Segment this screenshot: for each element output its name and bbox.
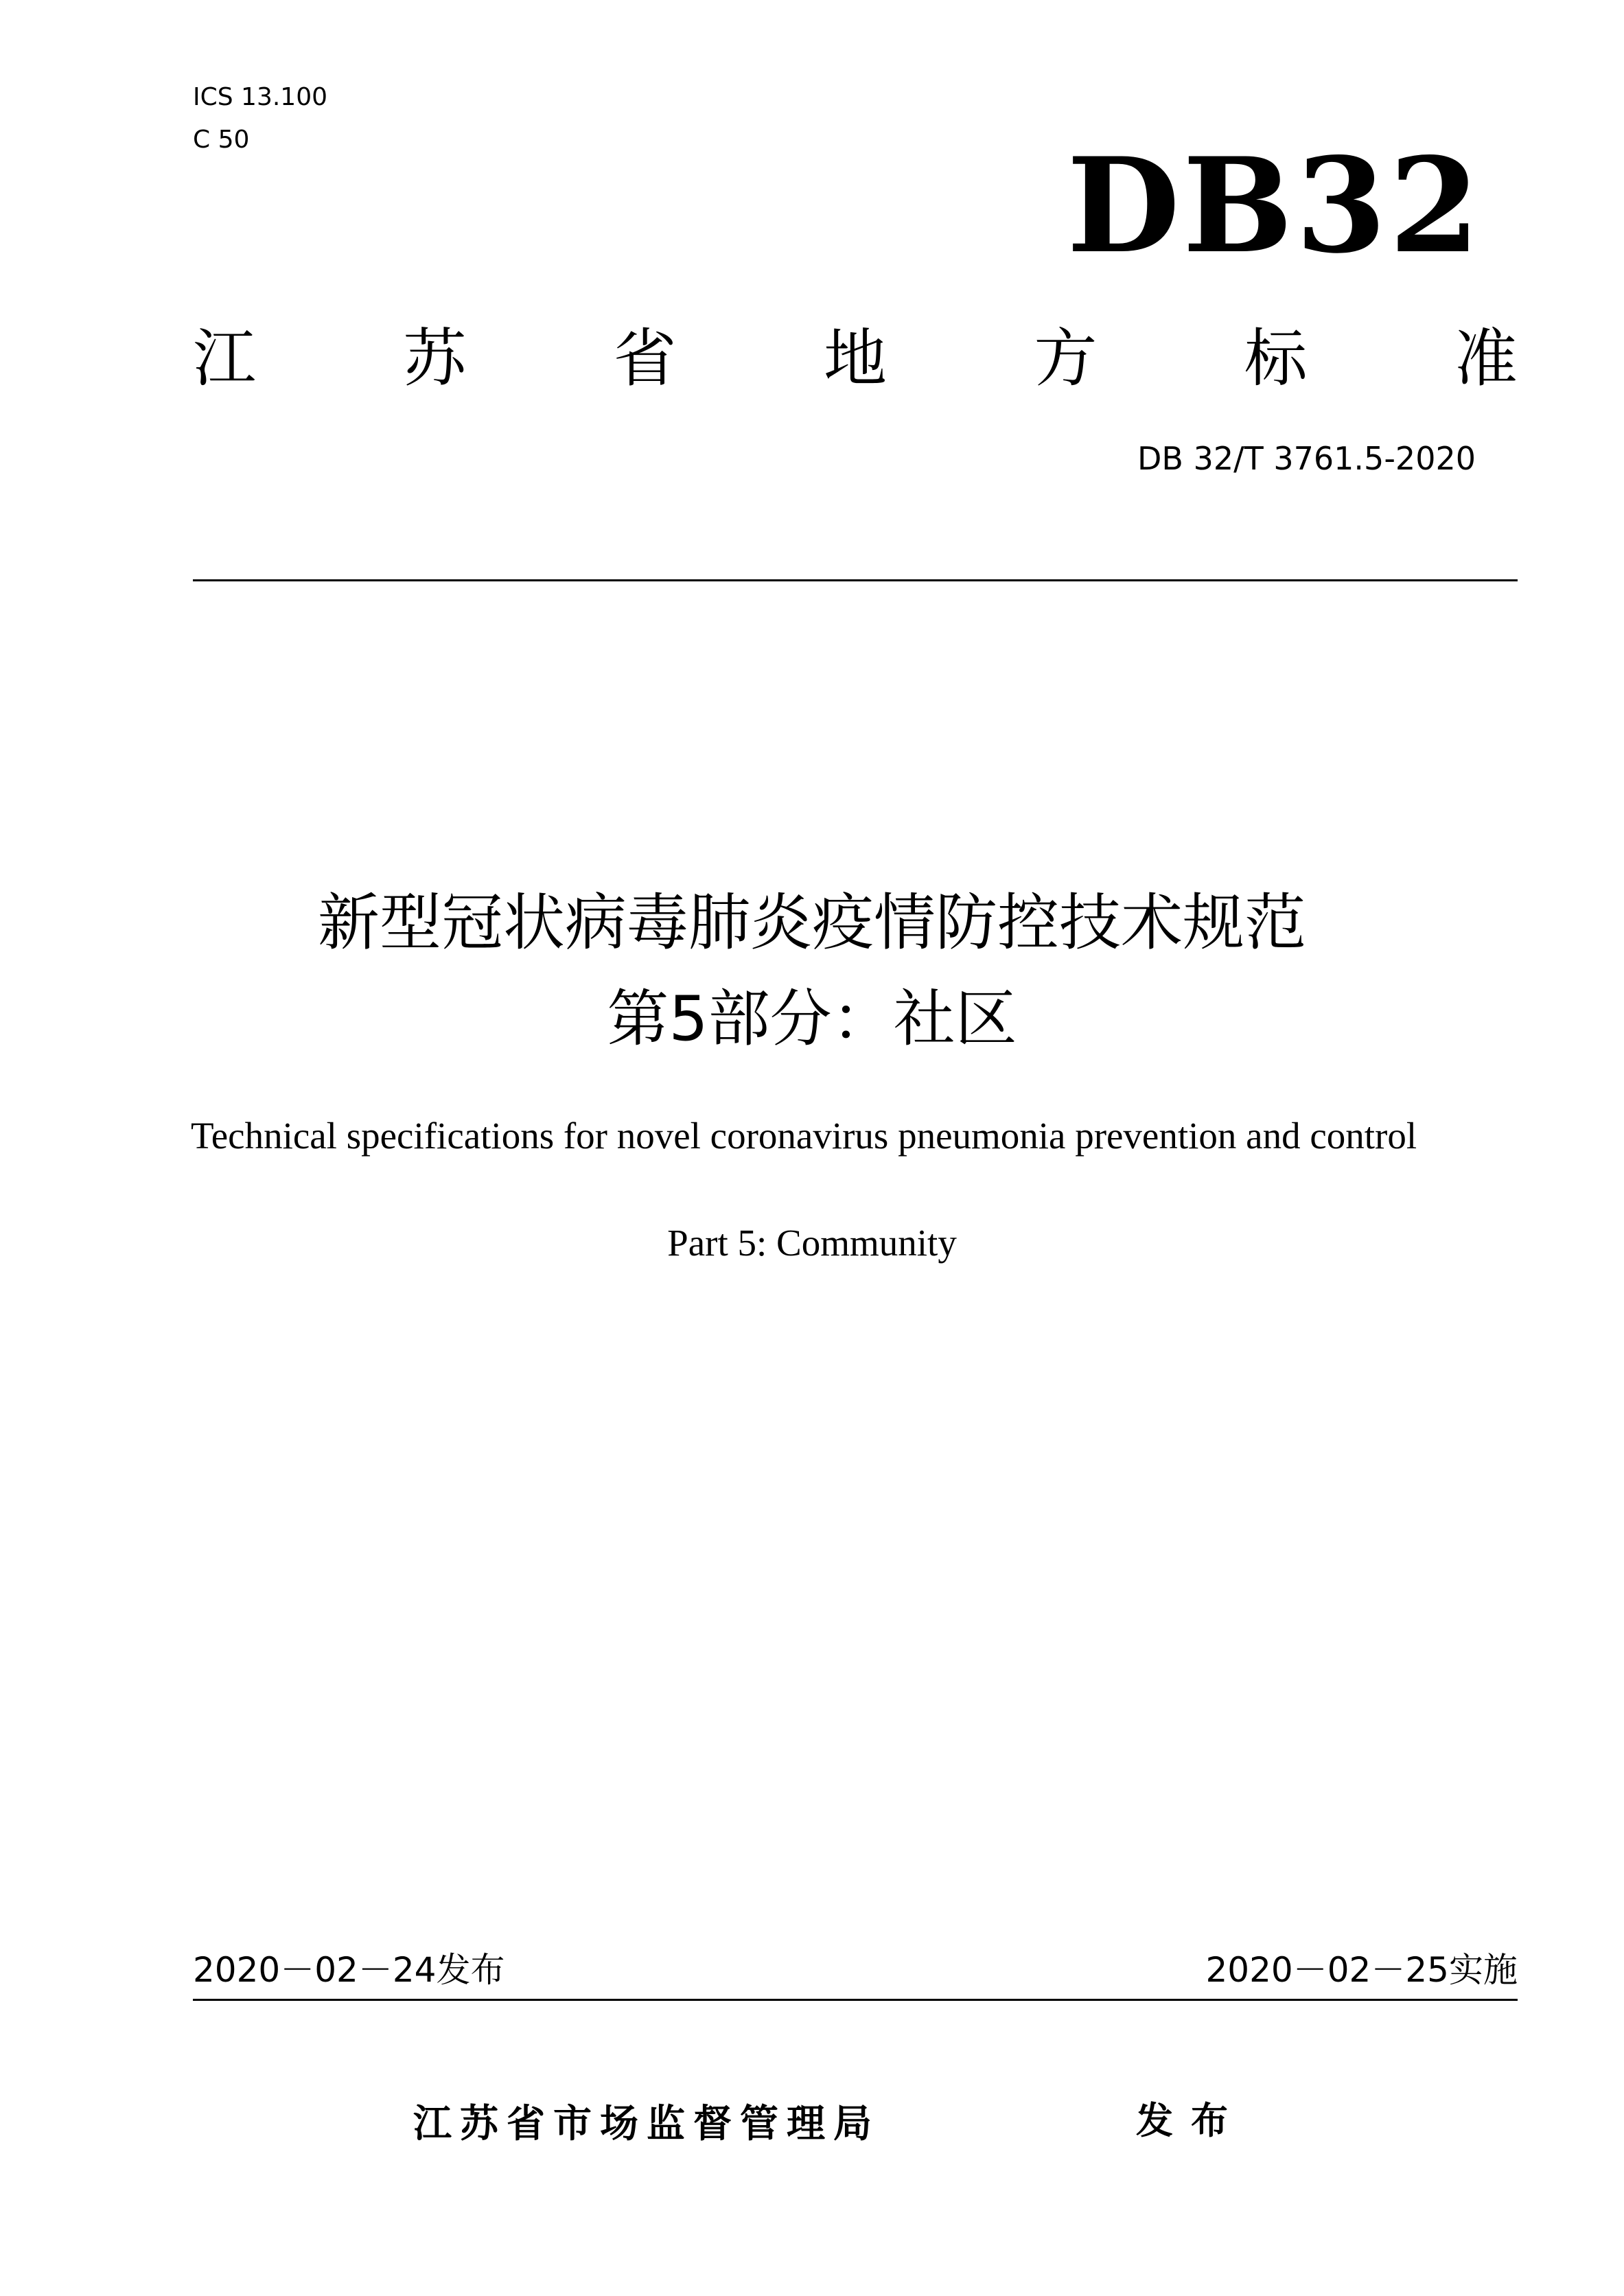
top-divider [193,579,1518,581]
title-english-line-2: Part 5: Community [667,1222,957,1264]
title-chinese-line-2: 第5部分：社区 [607,983,1017,1055]
standard-type-heading [193,321,1518,397]
bottom-divider [193,1999,1518,2001]
standard-type-char: 省 [613,322,677,395]
implementation-date: 2020－02－25实施 [1205,1950,1518,1990]
standard-type-char: 地 [823,322,887,395]
publisher-name: 江苏省市场监督管理局 [413,2102,880,2146]
standard-type-char: 准 [1454,322,1518,395]
standard-number: DB 32/T 3761.5-2020 [1137,440,1476,477]
title-english-line-1: Technical specifications for novel coronavirus pneumonia prevention and control [191,1115,1417,1157]
ics-code: ICS 13.100 [193,83,328,111]
standard-type-char: 江 [193,322,257,395]
publish-label: 发布 [1136,2099,1246,2142]
ccs-code: C 50 [193,126,250,154]
standard-type-char: 方 [1034,322,1098,395]
issue-date: 2020－02－24发布 [193,1950,505,1990]
standard-type-char: 标 [1244,322,1308,395]
db32-logo: DB32 [1067,129,1483,282]
standard-type-char: 苏 [403,322,467,395]
title-chinese-line-1: 新型冠状病毒肺炎疫情防控技术规范 [318,887,1306,959]
